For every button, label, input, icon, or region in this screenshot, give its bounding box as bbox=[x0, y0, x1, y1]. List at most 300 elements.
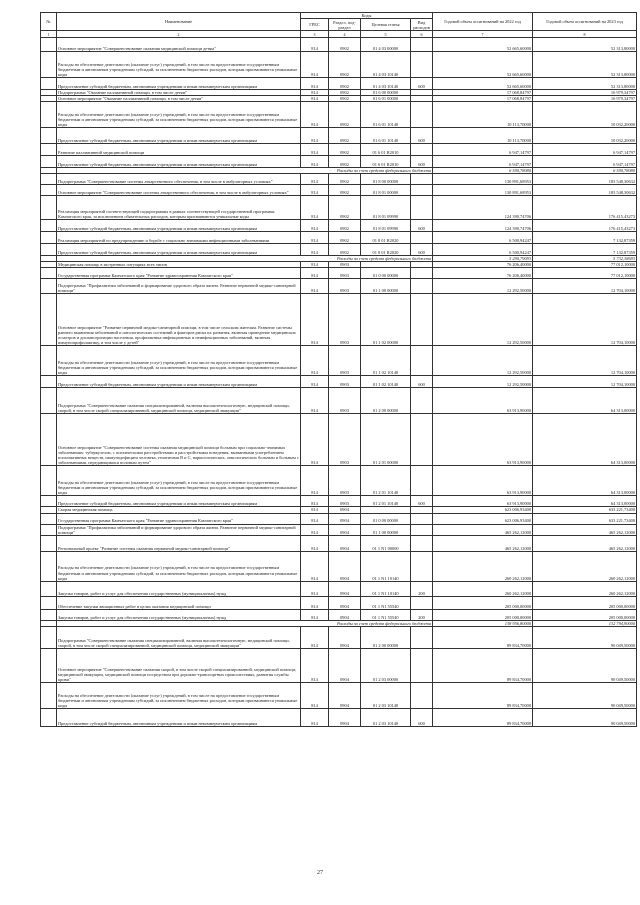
item-name-cell: Предоставление субсидий бюджетным, автономным учреждениям и иным некоммерческим организациям bbox=[57, 156, 301, 168]
amount-2023-cell: 12 704,10000 bbox=[533, 294, 637, 346]
table-row bbox=[41, 156, 637, 168]
vr-cell bbox=[411, 414, 433, 466]
table-row bbox=[41, 294, 637, 346]
grbs-cell: 814 bbox=[301, 524, 329, 535]
item-name-cell: Государственная программа Камчатского края "Развитие здравоохранения Камчатского края" bbox=[57, 268, 301, 279]
table-row bbox=[41, 496, 637, 507]
razdel-cell: 0902 bbox=[329, 38, 361, 52]
row-num-cell bbox=[41, 102, 57, 128]
item-name-cell: Реализация мероприятий по предупреждению и борьбе с социально значимыми инфекционными заболеваниями bbox=[57, 232, 301, 244]
grbs-cell: 814 bbox=[301, 551, 329, 581]
grbs-cell: 814 bbox=[301, 388, 329, 414]
amount-2022-cell: 138 956,80000 bbox=[433, 620, 533, 626]
vr-cell: 600 bbox=[411, 496, 433, 507]
amount-2022-cell: 89 834,70000 bbox=[433, 626, 533, 648]
razdel-cell: 0904 bbox=[329, 513, 361, 524]
grbs-cell: 814 bbox=[301, 232, 329, 244]
item-name-cell: Предоставление субсидий бюджетным, автономным учреждениям и иным некоммерческим организациям bbox=[57, 128, 301, 144]
vr-cell bbox=[411, 174, 433, 185]
table-row bbox=[41, 648, 637, 682]
table-row bbox=[41, 196, 637, 220]
table-row bbox=[41, 682, 637, 708]
item-name-cell: Расходы на обеспечение деятельности (оказание услуг) учреждений, в том числе на предоставление государственным бюджетным и автономным учреждениям субсидий, за исключением бюджетных расходов, которым присваиваются уникальные коды bbox=[57, 346, 301, 376]
col-csr-header: Целевая статья bbox=[361, 19, 411, 31]
grbs-cell: 814 bbox=[301, 52, 329, 78]
col-name-header: Наименование bbox=[57, 13, 301, 31]
amount-2022-cell: 89 834,70000 bbox=[433, 708, 533, 726]
csr-cell: 01 0 00 00000 bbox=[361, 268, 411, 279]
col-2023-header: Годовой объем ассигнований на 2023 год bbox=[533, 13, 637, 31]
amount-2023-cell: 205 000,00000 bbox=[533, 609, 637, 620]
csr-cell: 01 1 N1 10140 bbox=[361, 581, 411, 596]
table-row bbox=[41, 232, 637, 244]
amount-2022-cell: 465 262,12000 bbox=[433, 535, 533, 551]
item-name-cell: Подпрограмма "Совершенствование оказания специализированной, включая высокотехнологичную, медицинской помощи, скорой, в том числе скорой специализированной, медицинской помощи, медицинской эвакуации" bbox=[57, 388, 301, 414]
grbs-cell: 814 bbox=[301, 279, 329, 294]
razdel-cell: 0904 bbox=[329, 648, 361, 682]
amount-2022-cell: 130 891,68953 bbox=[433, 185, 533, 196]
row-num-cell bbox=[41, 38, 57, 52]
vr-cell bbox=[411, 466, 433, 496]
grbs-cell: 814 bbox=[301, 96, 329, 102]
row-num-cell bbox=[41, 196, 57, 220]
col-index: 5 bbox=[361, 31, 411, 38]
razdel-cell: 0903 bbox=[329, 496, 361, 507]
amount-2023-cell: 10 032,20000 bbox=[533, 128, 637, 144]
csr-cell: 01 6 01 10140 bbox=[361, 128, 411, 144]
amount-2023-cell: 6 947,14797 bbox=[533, 156, 637, 168]
amount-2022-cell: 76 206,40000 bbox=[433, 262, 533, 268]
row-num-cell bbox=[41, 682, 57, 708]
row-num-cell bbox=[41, 144, 57, 156]
item-name-cell: Подпрограмма "Профилактика заболеваний и формирование здорового образа жизни. Развитие первичной медико-санитарной помощи" bbox=[57, 524, 301, 535]
table-row bbox=[41, 596, 637, 609]
row-num-cell bbox=[41, 496, 57, 507]
razdel-cell: 0902 bbox=[329, 185, 361, 196]
item-name-cell: Предоставление субсидий бюджетным, автономным учреждениям и иным некоммерческим организациям bbox=[57, 244, 301, 256]
csr-cell: 01 6 01 R2010 bbox=[361, 144, 411, 156]
amount-2023-cell: 183 548,30632 bbox=[533, 174, 637, 185]
csr-cell: 01 2 03 10140 bbox=[361, 708, 411, 726]
table-body bbox=[41, 38, 637, 727]
table-row bbox=[41, 38, 637, 52]
razdel-cell: 0903 bbox=[329, 262, 361, 268]
item-name-cell: Расходы на обеспечение деятельности (оказание услуг) учреждений, в том числе на предоставление государственным бюджетным и автономным учреждениям субсидий, за исключением бюджетных расходов, которым присваиваются уникальные коды bbox=[57, 682, 301, 708]
amount-2022-cell: 52 665,60000 bbox=[433, 52, 533, 78]
amount-2023-cell: 260 262,12000 bbox=[533, 581, 637, 596]
table-row bbox=[41, 388, 637, 414]
amount-2023-cell: 90 049,50000 bbox=[533, 708, 637, 726]
table-row bbox=[41, 581, 637, 596]
col-num-header: № bbox=[41, 13, 57, 31]
col-razdel-header: Раздел, под-раздел bbox=[329, 19, 361, 31]
amount-2022-cell: 12 292,50000 bbox=[433, 376, 533, 388]
grbs-cell: 814 bbox=[301, 244, 329, 256]
csr-cell: 01 2 01 00000 bbox=[361, 414, 411, 466]
table-row bbox=[41, 174, 637, 185]
vr-cell: 600 bbox=[411, 156, 433, 168]
csr-cell: 01 4 03 10140 bbox=[361, 78, 411, 90]
csr-cell: 01 1 02 10140 bbox=[361, 376, 411, 388]
vr-cell bbox=[411, 626, 433, 648]
grbs-cell: 814 bbox=[301, 196, 329, 220]
razdel-cell: 0903 bbox=[329, 294, 361, 346]
table-row bbox=[41, 144, 637, 156]
item-name-cell: Подпрограмма "Оказание паллиативной помощи, в том числе детям" bbox=[57, 90, 301, 96]
amount-2022-cell: 52 665,60000 bbox=[433, 38, 533, 52]
table-row bbox=[41, 346, 637, 376]
row-num-cell bbox=[41, 244, 57, 256]
budget-table-sheet bbox=[40, 12, 636, 727]
col-index: 6 bbox=[411, 31, 433, 38]
item-name-cell: Подпрограмма "Совершенствование оказания специализированной, включая высокотехнологичную, медицинской помощи, скорой, в том числе скорой специализированной, медицинской помощи, медицинской эвакуации" bbox=[57, 626, 301, 648]
row-num-cell bbox=[41, 220, 57, 232]
vr-cell bbox=[411, 196, 433, 220]
item-name-cell: Предоставление субсидий бюджетным, автономным учреждениям и иным некоммерческим организациям bbox=[57, 376, 301, 388]
col-index: 4 bbox=[329, 31, 361, 38]
razdel-cell: 0904 bbox=[329, 626, 361, 648]
amount-2022-cell: 6 500,94247 bbox=[433, 244, 533, 256]
razdel-cell: 0902 bbox=[329, 156, 361, 168]
grbs-cell: 814 bbox=[301, 596, 329, 609]
csr-cell: 01 6 01 00000 bbox=[361, 96, 411, 102]
grbs-cell: 814 bbox=[301, 294, 329, 346]
amount-2022-cell: 17 068,84797 bbox=[433, 96, 533, 102]
csr-cell: 01 8 01 R2020 bbox=[361, 244, 411, 256]
amount-2022-cell: 76 206,40000 bbox=[433, 268, 533, 279]
amount-2023-cell: 16 979,34797 bbox=[533, 96, 637, 102]
vr-cell bbox=[411, 524, 433, 535]
column-index-row bbox=[41, 31, 637, 38]
vr-cell bbox=[411, 268, 433, 279]
row-num-cell bbox=[41, 609, 57, 620]
amount-2022-cell: 623 006,93400 bbox=[433, 507, 533, 513]
vr-cell bbox=[411, 551, 433, 581]
item-name-cell: Подпрограмма "Профилактика заболеваний и формирование здорового образа жизни. Развитие первичной медико-санитарной помощи" bbox=[57, 279, 301, 294]
razdel-cell: 0902 bbox=[329, 244, 361, 256]
federal-budget-note: Расходы за счет средств федерального бюджета bbox=[57, 620, 433, 626]
amount-2023-cell: 5 732,38693 bbox=[533, 256, 637, 262]
vr-cell bbox=[411, 38, 433, 52]
vr-cell bbox=[411, 535, 433, 551]
vr-cell bbox=[411, 388, 433, 414]
item-name-cell: Предоставление субсидий бюджетным, автономным учреждениям и иным некоммерческим организациям bbox=[57, 708, 301, 726]
amount-2022-cell: 6 947,14797 bbox=[433, 144, 533, 156]
row-num-cell bbox=[41, 268, 57, 279]
federal-budget-note: Расходы за счет средств федерального бюджета bbox=[57, 256, 433, 262]
row-num-cell bbox=[41, 128, 57, 144]
csr-cell: 01 2 01 10140 bbox=[361, 466, 411, 496]
vr-cell bbox=[411, 185, 433, 196]
grbs-cell: 814 bbox=[301, 466, 329, 496]
table-row bbox=[41, 102, 637, 128]
vr-cell bbox=[411, 102, 433, 128]
grbs-cell: 814 bbox=[301, 648, 329, 682]
amount-2023-cell: 6 947,14797 bbox=[533, 144, 637, 156]
item-name-cell: Закупка товаров, работ и услуг для обеспечения государственных (муниципальных) нужд bbox=[57, 581, 301, 596]
vr-cell bbox=[411, 52, 433, 78]
row-num-cell bbox=[41, 596, 57, 609]
csr-cell: 01 1 N1 55540 bbox=[361, 609, 411, 620]
vr-cell: 600 bbox=[411, 244, 433, 256]
table-row bbox=[41, 513, 637, 524]
item-name-cell: Расходы на обеспечение деятельности (оказание услуг) учреждений, в том числе на предоставление государственным бюджетным и автономным учреждениям субсидий, за исключением бюджетных расходов, которым присваиваются уникальные коды bbox=[57, 551, 301, 581]
amount-2023-cell: 64 313,00000 bbox=[533, 388, 637, 414]
amount-2022-cell: 63 913,90000 bbox=[433, 388, 533, 414]
grbs-cell: 814 bbox=[301, 626, 329, 648]
row-num-cell bbox=[41, 648, 57, 682]
csr-cell: 01 2 03 00000 bbox=[361, 648, 411, 682]
razdel-cell: 0903 bbox=[329, 279, 361, 294]
amount-2023-cell: 64 313,00000 bbox=[533, 496, 637, 507]
amount-2022-cell: 12 292,50000 bbox=[433, 346, 533, 376]
razdel-cell: 0904 bbox=[329, 682, 361, 708]
table-row bbox=[41, 220, 637, 232]
item-name-cell: Государственная программа Камчатского края "Развитие здравоохранения Камчатского края" bbox=[57, 513, 301, 524]
grbs-cell: 814 bbox=[301, 609, 329, 620]
amount-2022-cell: 17 068,84797 bbox=[433, 90, 533, 96]
csr-cell: 01 4 03 00000 bbox=[361, 38, 411, 52]
col-index: 2 bbox=[57, 31, 301, 38]
row-num-cell bbox=[41, 524, 57, 535]
amount-2022-cell: 124 390,74706 bbox=[433, 220, 533, 232]
col-vr-header: Вид расходов bbox=[411, 19, 433, 31]
item-name-cell: Основное мероприятие "Совершенствование оказания медицинской помощи детям" bbox=[57, 38, 301, 52]
col-index: 3 bbox=[301, 31, 329, 38]
amount-2023-cell: 77 012,10000 bbox=[533, 268, 637, 279]
vr-cell: 600 bbox=[411, 220, 433, 232]
amount-2023-cell: 12 704,10000 bbox=[533, 279, 637, 294]
amount-2023-cell: 77 012,10000 bbox=[533, 262, 637, 268]
table-row bbox=[41, 551, 637, 581]
table-row bbox=[41, 708, 637, 726]
item-name-cell: Основное мероприятие "Совершенствование оказания скорой, в том числе скорой специализированной, медицинской помощи, медицинской эвакуации, медицинской помощи посредством при дорожно-транспортных происшествиях, развития службы крови" bbox=[57, 648, 301, 682]
grbs-cell: 814 bbox=[301, 513, 329, 524]
vr-cell bbox=[411, 346, 433, 376]
razdel-cell: 0904 bbox=[329, 551, 361, 581]
vr-cell bbox=[411, 232, 433, 244]
amount-2023-cell: 633 221,73400 bbox=[533, 513, 637, 524]
csr-cell: 01 2 00 00000 bbox=[361, 626, 411, 648]
col-2022-header: Годовой объем ассигнований на 2022 год bbox=[433, 13, 533, 31]
row-num-cell bbox=[41, 174, 57, 185]
razdel-cell: 0902 bbox=[329, 196, 361, 220]
csr-cell: 01 8 01 R2020 bbox=[361, 232, 411, 244]
csr-cell: 01 2 01 10140 bbox=[361, 496, 411, 507]
row-num-cell bbox=[41, 78, 57, 90]
amount-2022-cell: 89 834,70000 bbox=[433, 648, 533, 682]
table-row bbox=[41, 609, 637, 620]
federal-budget-note: Расходы за счет средств федерального бюджета bbox=[57, 168, 433, 174]
row-num-cell bbox=[41, 294, 57, 346]
csr-cell: 01 1 00 00000 bbox=[361, 524, 411, 535]
grbs-cell: 814 bbox=[301, 128, 329, 144]
grbs-cell: 814 bbox=[301, 708, 329, 726]
razdel-cell: 0902 bbox=[329, 96, 361, 102]
vr-cell: 200 bbox=[411, 609, 433, 620]
amount-2023-cell: 205 000,00000 bbox=[533, 596, 637, 609]
grbs-cell: 814 bbox=[301, 144, 329, 156]
grbs-cell: 814 bbox=[301, 581, 329, 596]
col-grbs-header: ГРБС bbox=[301, 19, 329, 31]
table-row bbox=[41, 244, 637, 256]
grbs-cell: 814 bbox=[301, 414, 329, 466]
amount-2022-cell: 260 262,12000 bbox=[433, 551, 533, 581]
grbs-cell: 814 bbox=[301, 78, 329, 90]
amount-2023-cell: 52 313,80000 bbox=[533, 38, 637, 52]
razdel-cell: 0902 bbox=[329, 144, 361, 156]
amount-2023-cell: 6 590,78080 bbox=[533, 168, 637, 174]
razdel-cell: 0902 bbox=[329, 220, 361, 232]
csr-cell: 01 0 00 00000 bbox=[361, 513, 411, 524]
amount-2023-cell: 465 262,12000 bbox=[533, 524, 637, 535]
amount-2023-cell: 465 262,12000 bbox=[533, 535, 637, 551]
item-name-cell: Подпрограмма "Совершенствование системы лекарственного обеспечения, в том числе в амбулаторных условиях" bbox=[57, 174, 301, 185]
budget-table bbox=[40, 12, 637, 727]
vr-cell: 600 bbox=[411, 376, 433, 388]
table-row bbox=[41, 268, 637, 279]
item-name-cell: Развитие паллиативной медицинской помощи bbox=[57, 144, 301, 156]
table-row bbox=[41, 128, 637, 144]
amount-2022-cell: 6 590,78080 bbox=[433, 168, 533, 174]
amount-2022-cell: 623 006,93400 bbox=[433, 513, 533, 524]
row-num-cell bbox=[41, 279, 57, 294]
razdel-cell: 0904 bbox=[329, 507, 361, 513]
grbs-cell: 814 bbox=[301, 185, 329, 196]
csr-cell: 01 2 03 10140 bbox=[361, 682, 411, 708]
amount-2023-cell: 176 415,43273 bbox=[533, 220, 637, 232]
amount-2022-cell: 89 834,70000 bbox=[433, 682, 533, 708]
grbs-cell: 814 bbox=[301, 90, 329, 96]
col-codes-header: Коды bbox=[301, 13, 433, 19]
item-name-cell: Основное мероприятие "Совершенствование системы оказания медицинской помощи больным при социально-значимых заболеваниях: туберкулезом, с психическими расстройствами и расстройствами поведения, вызванными употреблением психоактивных веществ, иммунодефицита человека, гепатитами B и C, наркологических, онкологических больным и больным с заболеваниями, передающимися половым путем" bbox=[57, 414, 301, 466]
item-name-cell: Скорая медицинская помощь bbox=[57, 507, 301, 513]
table-row bbox=[41, 78, 637, 90]
grbs-cell: 814 bbox=[301, 102, 329, 128]
col-index: 1 bbox=[41, 31, 57, 38]
vr-cell: 600 bbox=[411, 78, 433, 90]
row-num-cell bbox=[41, 388, 57, 414]
item-name-cell: Расходы на обеспечение деятельности (оказание услуг) учреждений, в том числе на предоставление государственным бюджетным и автономным учреждениям субсидий, за исключением бюджетных расходов, которым присваиваются уникальные коды bbox=[57, 102, 301, 128]
amount-2023-cell: 7 132,87359 bbox=[533, 232, 637, 244]
razdel-cell: 0902 bbox=[329, 78, 361, 90]
vr-cell: 200 bbox=[411, 581, 433, 596]
row-num-cell bbox=[41, 232, 57, 244]
amount-2022-cell: 130 891,68953 bbox=[433, 174, 533, 185]
item-name-cell: Реализация мероприятий соответствующей подпрограммы в рамках соответствующей государственной программы Камчатского края, за исключением обязательных расходов, которым присваиваются уникальные коды bbox=[57, 196, 301, 220]
csr-cell: 01 4 03 10140 bbox=[361, 52, 411, 78]
item-name-cell: Расходы на обеспечение деятельности (оказание услуг) учреждений, в том числе на предоставление государственным бюджетным и автономным учреждениям субсидий, за исключением бюджетных расходов, которым присваиваются уникальные коды bbox=[57, 466, 301, 496]
razdel-cell: 0904 bbox=[329, 581, 361, 596]
grbs-cell: 814 bbox=[301, 346, 329, 376]
table-row bbox=[41, 535, 637, 551]
csr-cell: 01 1 02 00000 bbox=[361, 294, 411, 346]
item-name-cell: Предоставление субсидий бюджетным, автономным учреждениям и иным некоммерческим организациям bbox=[57, 78, 301, 90]
csr-cell: 01 6 01 R2010 bbox=[361, 156, 411, 168]
csr-cell: 01 6 01 10140 bbox=[361, 102, 411, 128]
row-num-cell bbox=[41, 346, 57, 376]
item-name-cell: Основное мероприятие "Совершенствование системы лекарственного обеспечения, в том числе в амбулаторных условиях" bbox=[57, 185, 301, 196]
amount-2022-cell: 63 913,90000 bbox=[433, 414, 533, 466]
razdel-cell: 0902 bbox=[329, 90, 361, 96]
razdel-cell: 0903 bbox=[329, 346, 361, 376]
grbs-cell: 814 bbox=[301, 268, 329, 279]
amount-2022-cell: 205 000,00000 bbox=[433, 609, 533, 620]
row-num-cell bbox=[41, 156, 57, 168]
row-num-cell bbox=[41, 414, 57, 466]
amount-2022-cell: 124 390,74706 bbox=[433, 196, 533, 220]
amount-2022-cell: 6 947,14797 bbox=[433, 156, 533, 168]
amount-2022-cell: 465 262,12000 bbox=[433, 524, 533, 535]
vr-cell: 600 bbox=[411, 128, 433, 144]
row-num-cell bbox=[41, 581, 57, 596]
vr-cell bbox=[411, 682, 433, 708]
table-row bbox=[41, 52, 637, 78]
amount-2022-cell: 52 665,60000 bbox=[433, 78, 533, 90]
table-row bbox=[41, 279, 637, 294]
razdel-cell: 0903 bbox=[329, 376, 361, 388]
amount-2023-cell: 52 313,80000 bbox=[533, 52, 637, 78]
amount-2023-cell: 52 313,80000 bbox=[533, 78, 637, 90]
razdel-cell: 0903 bbox=[329, 268, 361, 279]
csr-cell: 01 8 01 09990 bbox=[361, 196, 411, 220]
table-row bbox=[41, 466, 637, 496]
amount-2022-cell: 6 500,94247 bbox=[433, 232, 533, 244]
row-num-cell bbox=[41, 185, 57, 196]
table-row bbox=[41, 524, 637, 535]
item-name-cell: Предоставление субсидий бюджетным, автономным учреждениям и иным некоммерческим организациям bbox=[57, 220, 301, 232]
amount-2022-cell: 5 290,79093 bbox=[433, 256, 533, 262]
amount-2023-cell: 90 049,50000 bbox=[533, 648, 637, 682]
razdel-cell: 0902 bbox=[329, 174, 361, 185]
csr-cell: 01 8 00 00000 bbox=[361, 174, 411, 185]
csr-cell: 01 1 N1 55540 bbox=[361, 596, 411, 609]
amount-2023-cell: 10 032,20000 bbox=[533, 102, 637, 128]
razdel-cell: 0904 bbox=[329, 609, 361, 620]
table-row bbox=[41, 376, 637, 388]
razdel-cell: 0904 bbox=[329, 535, 361, 551]
item-name-cell: Основное мероприятие "Оказание паллиативной помощи, в том числе детям" bbox=[57, 96, 301, 102]
csr-cell: 01 8 01 09990 bbox=[361, 220, 411, 232]
grbs-cell: 814 bbox=[301, 507, 329, 513]
col-index: 8 bbox=[533, 31, 637, 38]
amount-2023-cell: 633 221,73400 bbox=[533, 507, 637, 513]
grbs-cell: 814 bbox=[301, 682, 329, 708]
amount-2023-cell: 12 704,10000 bbox=[533, 346, 637, 376]
vr-cell bbox=[411, 144, 433, 156]
grbs-cell: 814 bbox=[301, 156, 329, 168]
grbs-cell: 814 bbox=[301, 262, 329, 268]
razdel-cell: 0903 bbox=[329, 388, 361, 414]
grbs-cell: 814 bbox=[301, 220, 329, 232]
row-num-cell bbox=[41, 52, 57, 78]
item-name-cell: Закупка товаров, работ и услуг для обеспечения государственных (муниципальных) нужд bbox=[57, 609, 301, 620]
amount-2022-cell: 12 292,50000 bbox=[433, 279, 533, 294]
amount-2022-cell: 63 913,90000 bbox=[433, 496, 533, 507]
item-name-cell: Предоставление субсидий бюджетным, автономным учреждениям и иным некоммерческим организациям bbox=[57, 496, 301, 507]
razdel-cell: 0904 bbox=[329, 524, 361, 535]
grbs-cell: 814 bbox=[301, 535, 329, 551]
vr-cell bbox=[411, 513, 433, 524]
amount-2023-cell: 90 049,50000 bbox=[533, 682, 637, 708]
page-number: 27 bbox=[317, 870, 323, 876]
row-num-cell bbox=[41, 376, 57, 388]
row-num-cell bbox=[41, 551, 57, 581]
grbs-cell: 814 bbox=[301, 174, 329, 185]
csr-cell: 01 2 00 00000 bbox=[361, 388, 411, 414]
grbs-cell: 814 bbox=[301, 376, 329, 388]
csr-cell: 01 6 00 00000 bbox=[361, 90, 411, 96]
